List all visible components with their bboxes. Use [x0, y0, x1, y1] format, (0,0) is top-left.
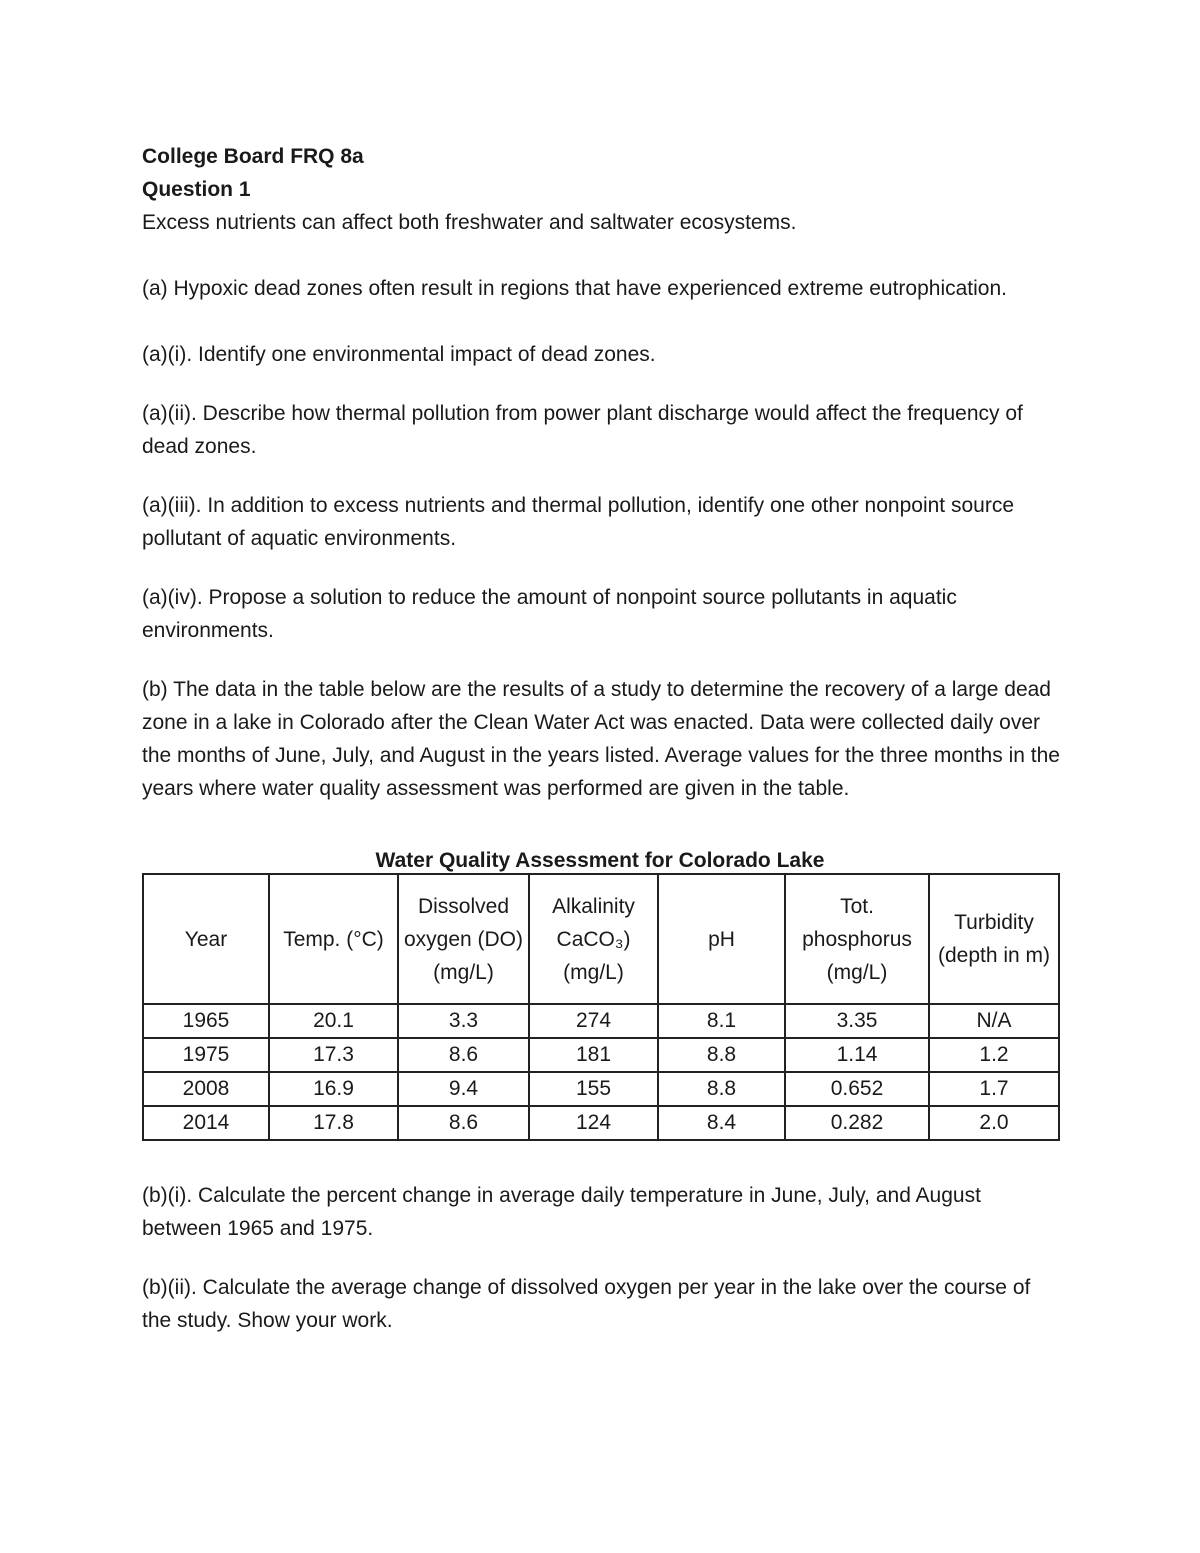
table-cell: 8.8 [658, 1072, 785, 1106]
table-cell: N/A [929, 1004, 1059, 1038]
header-temp: Temp. (°C) [269, 874, 398, 1004]
table-cell: 0.282 [785, 1106, 929, 1140]
table-cell: 1975 [143, 1038, 269, 1072]
table-cell: 20.1 [269, 1004, 398, 1038]
table-cell: 1.7 [929, 1072, 1059, 1106]
header-alkalinity: Alkalinity CaCO₃) (mg/L) [529, 874, 658, 1004]
table-header-row [143, 874, 1059, 1004]
table-cell: 2014 [143, 1106, 269, 1140]
table-cell: 124 [529, 1106, 658, 1140]
part-a-text: (a) Hypoxic dead zones often result in regions that have experienced extreme eutrophication. [142, 277, 1007, 300]
table-caption: Water Quality Assessment for Colorado Lake [375, 849, 825, 872]
question-b-i: (b)(i). Calculate the percent change in average daily temperature in June, July, and August between 1965 and 1975. [142, 1184, 981, 1240]
question-a-ii: (a)(ii). Describe how thermal pollution from power plant discharge would affect the frequency of dead zones. [142, 402, 1023, 458]
header-turbidity: Turbidity (depth in m) [929, 874, 1059, 1004]
table-cell: 16.9 [269, 1072, 398, 1106]
table-cell: 17.8 [269, 1106, 398, 1140]
table-cell: 1.14 [785, 1038, 929, 1072]
table-cell: 3.35 [785, 1004, 929, 1038]
table-cell: 1965 [143, 1004, 269, 1038]
table-cell: 0.652 [785, 1072, 929, 1106]
question-a-iv: (a)(iv). Propose a solution to reduce the amount of nonpoint source pollutants in aquatic environments. [142, 586, 957, 642]
question-a-iii: (a)(iii). In addition to excess nutrients and thermal pollution, identify one other nonpoint source pollutant of aquatic environments. [142, 494, 1014, 550]
table-cell: 8.8 [658, 1038, 785, 1072]
table-cell: 8.6 [398, 1106, 529, 1140]
header-ph: pH [658, 874, 785, 1004]
question-heading: Question 1 [142, 178, 251, 201]
header-year: Year [143, 874, 269, 1004]
table-cell: 1.2 [929, 1038, 1059, 1072]
table-cell: 274 [529, 1004, 658, 1038]
part-b-text: (b) The data in the table below are the results of a study to determine the recovery of a large dead zone in a lake in Colorado after the Clean Water Act was enacted. Data were collected daily over the months of June, July, and August in the years listed. Average values for the three months in the years where water quality assessment was performed are given in the table. [142, 678, 1060, 800]
table-cell: 2008 [143, 1072, 269, 1106]
water-quality-table [142, 873, 1060, 1141]
table-cell: 9.4 [398, 1072, 529, 1106]
table-cell: 17.3 [269, 1038, 398, 1072]
document-title: College Board FRQ 8a [142, 145, 364, 168]
table-row [143, 1038, 1059, 1072]
table-cell: 3.3 [398, 1004, 529, 1038]
table-row [143, 1004, 1059, 1038]
table-cell: 2.0 [929, 1106, 1059, 1140]
question-b-ii: (b)(ii). Calculate the average change of dissolved oxygen per year in the lake over the course of the study. Show your work. [142, 1276, 1031, 1332]
table-cell: 155 [529, 1072, 658, 1106]
table-row [143, 1072, 1059, 1106]
header-dissolved-oxygen: Dissolved oxygen (DO) (mg/L) [398, 874, 529, 1004]
document-page [142, 140, 1062, 1363]
table-row [143, 1106, 1059, 1140]
intro-text: Excess nutrients can affect both freshwater and saltwater ecosystems. [142, 211, 797, 234]
table-cell: 181 [529, 1038, 658, 1072]
table-cell: 8.4 [658, 1106, 785, 1140]
header-phosphorus: Tot. phosphorus (mg/L) [785, 874, 929, 1004]
question-a-i: (a)(i). Identify one environmental impact of dead zones. [142, 343, 656, 366]
table-cell: 8.1 [658, 1004, 785, 1038]
table-cell: 8.6 [398, 1038, 529, 1072]
